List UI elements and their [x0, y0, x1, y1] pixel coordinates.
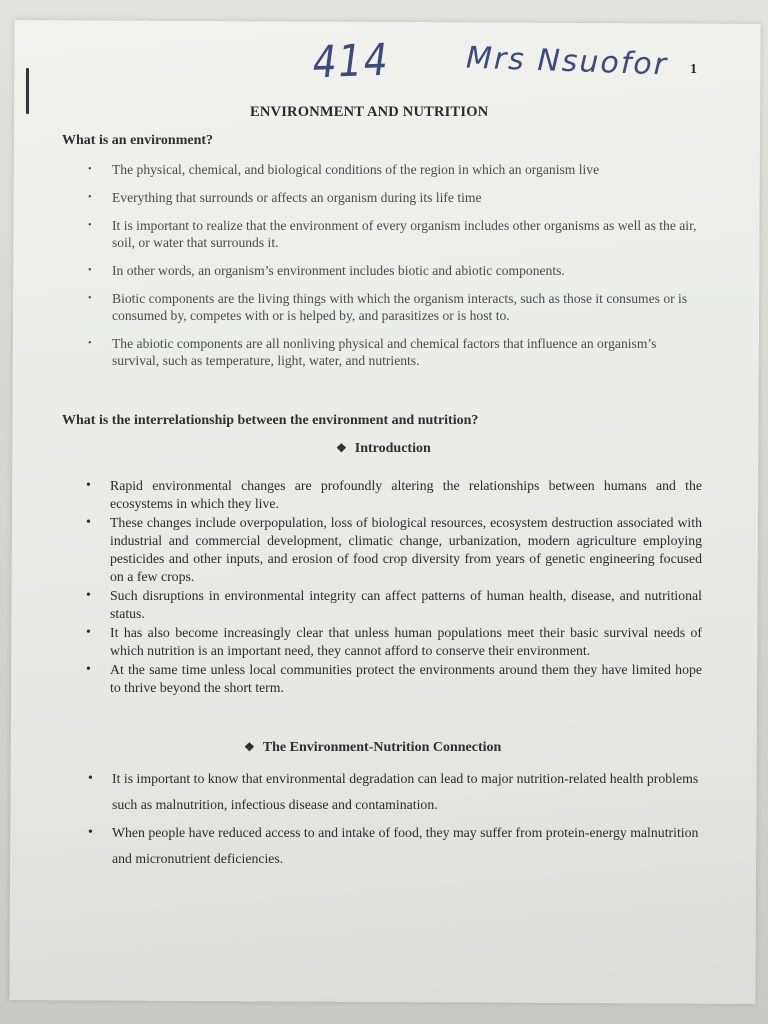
bullet-icon: •: [86, 662, 91, 677]
handwritten-name: Mrs Nsuofor: [465, 40, 669, 83]
bullet-icon: •: [88, 265, 92, 276]
diamond-bullet-icon: ❖: [244, 740, 255, 754]
list-item: • It is important to realize that the environment of every organism includes other organisms as well as the air, soil, or water that surrounds it.: [88, 218, 697, 250]
bullet-icon: •: [86, 625, 91, 640]
list-item: • When people have reduced access to and intake of food, they may suffer from protein-energy malnutrition and micronutrient deficiencies.: [112, 820, 704, 872]
margin-pen-mark: [26, 68, 29, 114]
list-item: • It is important to know that environmental degradation can lead to major nutrition-related health problems such as malnutrition, infectious disease and contamination.: [112, 766, 704, 818]
connection-list: [88, 766, 704, 874]
bullet-icon: •: [88, 338, 92, 349]
list-item: • The physical, chemical, and biological conditions of the region in which an organism live: [88, 162, 600, 177]
section-heading-interrelationship: What is the interrelationship between the environment and nutrition?: [62, 413, 479, 428]
bullet-icon: •: [86, 588, 91, 603]
list-item: • Everything that surrounds or affects an organism during its life time: [88, 190, 482, 205]
bullet-icon: •: [88, 192, 92, 203]
list-item: • These changes include overpopulation, loss of biological resources, ecosystem destruction associated with industrial and commercial development, climatic change, urbanization, modern agriculture employing pesticides and other inputs, and erosion of food crop diversity from years of genetic engineering focused on a few crops.: [86, 515, 702, 584]
list-item: • Such disruptions in environmental integrity can affect patterns of human health, disease, and nutritional status.: [86, 588, 702, 621]
list-item: • It has also become increasingly clear that unless human populations meet their basic survival needs of which nutrition is an important need, they cannot afford to conserve their environment.: [86, 625, 702, 658]
bullet-icon: •: [88, 825, 93, 840]
list-item: • In other words, an organism’s environment includes biotic and abiotic components.: [88, 263, 565, 278]
bullet-icon: •: [88, 220, 92, 231]
list-item: • At the same time unless local communities protect the environments around them they have limited hope to thrive beyond the short term.: [86, 662, 702, 695]
handwritten-number: 414: [311, 34, 391, 89]
list-item: • Biotic components are the living things with which the organism interacts, such as those it consumes or is consumed by, competes with or is helped by, and parasitizes or is host to.: [88, 291, 688, 323]
document-title: ENVIRONMENT AND NUTRITION: [250, 104, 489, 120]
section-heading-environment: What is an environment?: [62, 133, 214, 148]
list-item: • The abiotic components are all nonliving physical and chemical factors that influence an organism’s survival, such as temperature, light, water, and nutrients.: [88, 336, 657, 368]
bullet-icon: •: [86, 478, 91, 493]
bullet-icon: •: [88, 771, 93, 786]
subheading-environment-nutrition-connection: ❖ The Environment-Nutrition Connection: [244, 740, 502, 755]
bullet-icon: •: [86, 515, 91, 530]
subheading-introduction: ❖ Introduction: [336, 441, 431, 456]
diamond-bullet-icon: ❖: [336, 441, 347, 455]
bullet-icon: •: [88, 293, 92, 304]
page-number: 1: [690, 62, 697, 77]
environment-definition-list: [88, 161, 702, 380]
bullet-icon: •: [88, 164, 92, 175]
list-item: • Rapid environmental changes are profoundly altering the relationships between humans and the ecosystems in which they live.: [86, 478, 702, 511]
introduction-list: [86, 477, 702, 698]
